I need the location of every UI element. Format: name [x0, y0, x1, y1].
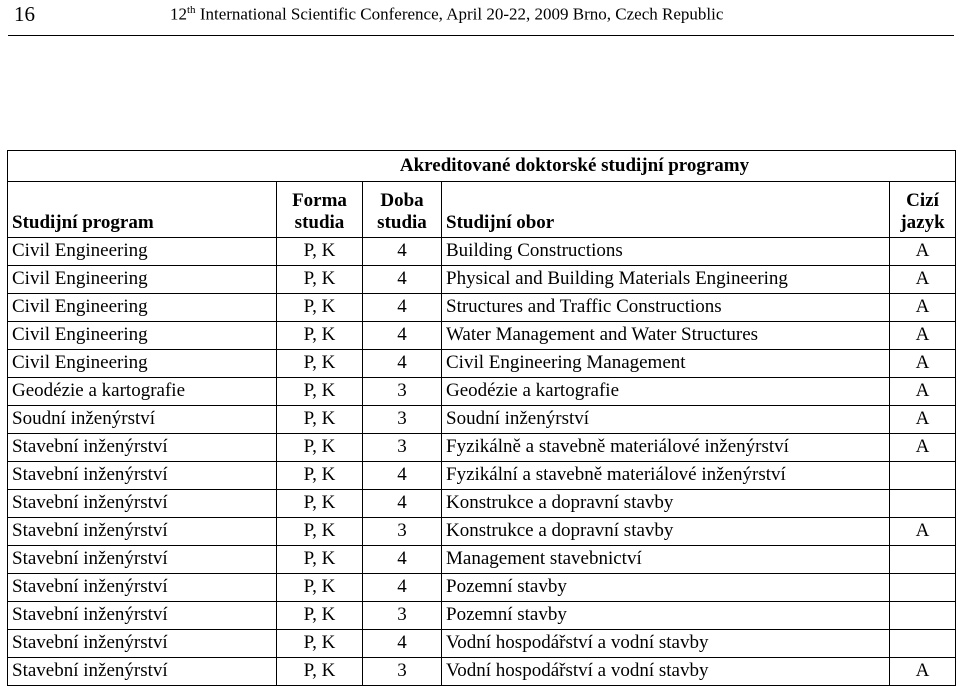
programs-table-container: [7, 150, 955, 686]
cell-doba: 4: [363, 546, 442, 574]
conference-ordinal-suffix: th: [187, 4, 196, 16]
cell-obor: Vodní hospodářství a vodní stavby: [442, 630, 890, 658]
cell-program: Stavební inženýrství: [8, 434, 277, 462]
cell-jazyk: A: [890, 266, 956, 294]
cell-forma: P, K: [277, 574, 363, 602]
table-row: [8, 546, 956, 574]
cell-jazyk: [890, 546, 956, 574]
cell-forma: P, K: [277, 462, 363, 490]
table-row: [8, 630, 956, 658]
cell-jazyk: A: [890, 378, 956, 406]
cell-obor: Building Constructions: [442, 238, 890, 266]
cell-program: Stavební inženýrství: [8, 462, 277, 490]
table-row: [8, 518, 956, 546]
cell-forma: P, K: [277, 294, 363, 322]
programs-table: [7, 150, 956, 686]
cell-obor: Geodézie a kartografie: [442, 378, 890, 406]
cell-forma: P, K: [277, 658, 363, 686]
cell-forma: P, K: [277, 238, 363, 266]
header-forma-line2: studia: [294, 212, 345, 233]
cell-program: Geodézie a kartografie: [8, 378, 277, 406]
cell-program: Stavební inženýrství: [8, 630, 277, 658]
cell-obor: Vodní hospodářství a vodní stavby: [442, 658, 890, 686]
cell-obor: Konstrukce a dopravní stavby: [442, 490, 890, 518]
cell-doba: 3: [363, 518, 442, 546]
table-row: [8, 658, 956, 686]
header-forma-line1: Forma: [292, 190, 347, 211]
cell-jazyk: [890, 574, 956, 602]
cell-jazyk: [890, 630, 956, 658]
cell-doba: 3: [363, 378, 442, 406]
cell-doba: 4: [363, 266, 442, 294]
cell-forma: P, K: [277, 266, 363, 294]
table-row: [8, 602, 956, 630]
cell-forma: P, K: [277, 518, 363, 546]
cell-jazyk: A: [890, 294, 956, 322]
cell-doba: 4: [363, 322, 442, 350]
header-doba-line1: Doba: [380, 190, 424, 211]
cell-doba: 4: [363, 630, 442, 658]
cell-forma: P, K: [277, 546, 363, 574]
cell-program: Stavební inženýrství: [8, 490, 277, 518]
cell-jazyk: A: [890, 518, 956, 546]
header-jazyk-line2: jazyk: [900, 212, 945, 233]
header-doba-studia: [363, 182, 442, 238]
table-row: [8, 322, 956, 350]
table-row: [8, 490, 956, 518]
conference-details: International Scientific Conference, April 20-22, 2009 Brno, Czech Republic: [195, 4, 724, 24]
cell-obor: Soudní inženýrství: [442, 406, 890, 434]
cell-forma: P, K: [277, 378, 363, 406]
table-title: Akreditované doktorské studijní programy: [8, 151, 956, 182]
cell-program: Civil Engineering: [8, 266, 277, 294]
cell-forma: P, K: [277, 406, 363, 434]
cell-doba: 4: [363, 574, 442, 602]
table-row: [8, 574, 956, 602]
cell-obor: Pozemní stavby: [442, 574, 890, 602]
header-studijni-obor: Studijní obor: [442, 182, 890, 238]
header-forma-studia: [277, 182, 363, 238]
cell-program: Stavební inženýrství: [8, 546, 277, 574]
cell-doba: 3: [363, 406, 442, 434]
header-studijni-program: Studijní program: [8, 182, 277, 238]
cell-obor: Management stavebnictví: [442, 546, 890, 574]
table-body: [8, 238, 956, 686]
cell-forma: P, K: [277, 322, 363, 350]
cell-doba: 3: [363, 434, 442, 462]
cell-doba: 3: [363, 658, 442, 686]
table-row: [8, 462, 956, 490]
cell-forma: P, K: [277, 630, 363, 658]
cell-obor: Konstrukce a dopravní stavby: [442, 518, 890, 546]
cell-jazyk: A: [890, 406, 956, 434]
cell-jazyk: [890, 602, 956, 630]
page-number: 16: [14, 2, 35, 26]
cell-obor: Structures and Traffic Constructions: [442, 294, 890, 322]
cell-doba: 4: [363, 350, 442, 378]
table-row: [8, 266, 956, 294]
cell-jazyk: [890, 490, 956, 518]
cell-program: Civil Engineering: [8, 238, 277, 266]
cell-obor: Water Management and Water Structures: [442, 322, 890, 350]
cell-program: Civil Engineering: [8, 294, 277, 322]
cell-program: Stavební inženýrství: [8, 518, 277, 546]
cell-forma: P, K: [277, 434, 363, 462]
table-row: [8, 238, 956, 266]
cell-doba: 4: [363, 294, 442, 322]
cell-jazyk: A: [890, 658, 956, 686]
page-header: [0, 0, 960, 40]
cell-obor: Pozemní stavby: [442, 602, 890, 630]
cell-obor: Fyzikálně a stavebně materiálové inženýrství: [442, 434, 890, 462]
cell-obor: Physical and Building Materials Engineering: [442, 266, 890, 294]
cell-doba: 4: [363, 462, 442, 490]
header-doba-line2: studia: [377, 212, 427, 233]
cell-forma: P, K: [277, 350, 363, 378]
cell-jazyk: A: [890, 434, 956, 462]
cell-doba: 4: [363, 490, 442, 518]
cell-program: Stavební inženýrství: [8, 602, 277, 630]
table-row: [8, 350, 956, 378]
cell-jazyk: A: [890, 238, 956, 266]
table-header-row: [8, 182, 956, 238]
cell-jazyk: [890, 462, 956, 490]
cell-program: Stavební inženýrství: [8, 658, 277, 686]
cell-doba: 3: [363, 602, 442, 630]
table-row: [8, 294, 956, 322]
cell-program: Civil Engineering: [8, 322, 277, 350]
header-divider: [8, 35, 954, 36]
header-cizi-jazyk: [890, 182, 956, 238]
cell-jazyk: A: [890, 350, 956, 378]
table-row: [8, 406, 956, 434]
conference-title: [170, 4, 723, 25]
table-row: [8, 434, 956, 462]
table-title-row: [8, 151, 956, 182]
cell-program: Stavební inženýrství: [8, 574, 277, 602]
cell-program: Soudní inženýrství: [8, 406, 277, 434]
conference-ordinal: 12: [170, 4, 187, 24]
cell-program: Civil Engineering: [8, 350, 277, 378]
header-jazyk-line1: Cizí: [906, 190, 939, 211]
cell-forma: P, K: [277, 602, 363, 630]
cell-doba: 4: [363, 238, 442, 266]
cell-jazyk: A: [890, 322, 956, 350]
cell-obor: Civil Engineering Management: [442, 350, 890, 378]
cell-obor: Fyzikální a stavebně materiálové inženýrství: [442, 462, 890, 490]
cell-forma: P, K: [277, 490, 363, 518]
table-row: [8, 378, 956, 406]
